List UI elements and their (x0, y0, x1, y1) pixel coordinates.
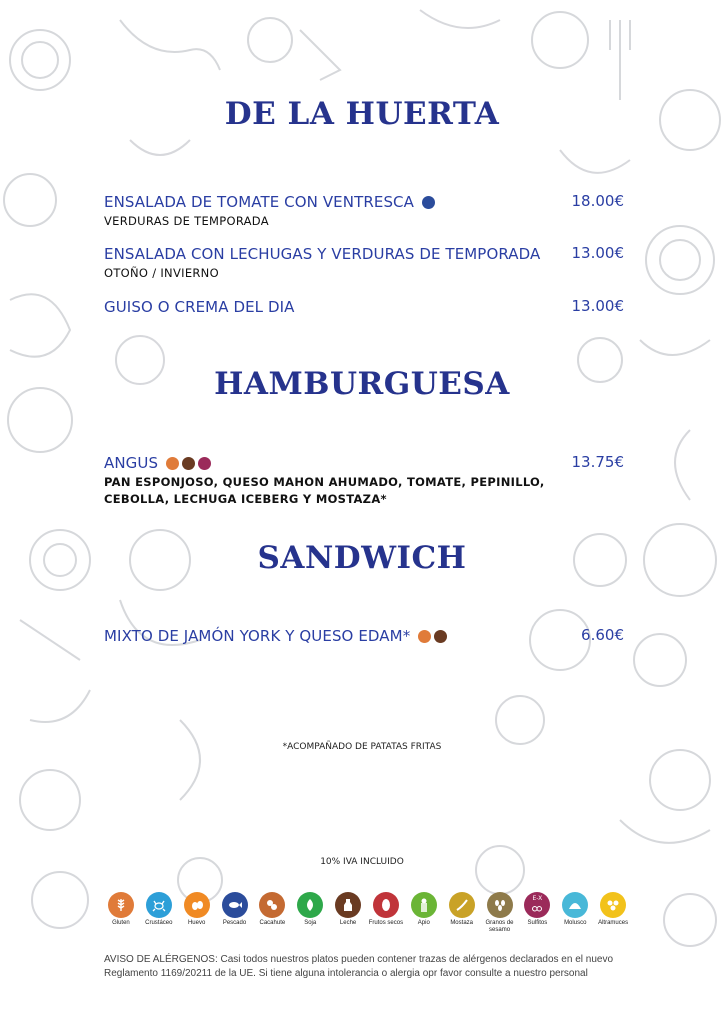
dish-description-line-1: PAN ESPONJOSO, QUESO MAHON AHUMADO, TOMATE, PEPINILLO, (104, 475, 545, 489)
peanut-icon (259, 892, 285, 918)
legend-sulfitos (518, 892, 556, 934)
mustard-icon (449, 892, 475, 918)
legend-label: Molusco (564, 920, 587, 926)
fish-icon (422, 196, 435, 209)
allergen-notice: AVISO DE ALÉRGENOS: Casi todos nuestros platos pueden contener trazas de alérgenos declarados en el nuevo Reglamento 1169/20211 de la UE. Si tiene alguna intolerancia o alergia opr favor consulte a nuestro personal (104, 954, 613, 979)
legend-pescado (216, 892, 254, 934)
dish-price: 13.00€ (571, 244, 624, 262)
legend-leche (329, 892, 367, 934)
dish-name: MIXTO DE JAMÓN YORK Y QUESO EDAM* (104, 627, 411, 645)
sulphite-icon (198, 457, 211, 470)
wheat-icon (166, 457, 179, 470)
wheat-icon (418, 630, 431, 643)
note-patatas: *ACOMPAÑADO DE PATATAS FRITAS (282, 742, 442, 752)
legend-mostaza (443, 892, 481, 934)
legend-label: Crustáceo (145, 920, 173, 926)
dish-price: 18.00€ (571, 192, 624, 210)
milk-icon (434, 630, 447, 643)
legend-apio (405, 892, 443, 934)
dish-price: 13.00€ (571, 297, 624, 315)
dish-ensalada-tomate (104, 192, 624, 230)
legend-altramuces (594, 892, 632, 934)
section-title-huerta: DE LA HUERTA (224, 96, 500, 132)
dish-description: VERDURAS DE TEMPORADA (104, 214, 269, 228)
sulphite-icon (524, 892, 550, 918)
dish-angus (104, 453, 624, 508)
section-title-hamburguesa: HAMBURGUESA (214, 366, 510, 402)
sulphite-badge: E-X (532, 895, 543, 902)
dish-description-line-2: CEBOLLA, LECHUGA ICEBERG Y MOSTAZA* (104, 492, 387, 506)
shell-icon (562, 892, 588, 918)
crab-icon (146, 892, 172, 918)
dish-name: ANGUS (104, 454, 159, 472)
nut-icon (373, 892, 399, 918)
legend-label: Gluten (112, 920, 130, 926)
dish-name: ENSALADA DE TOMATE CON VENTRESCA (104, 193, 414, 211)
dish-ensalada-lechugas (104, 244, 624, 282)
sesame-icon (487, 892, 513, 918)
soy-icon (297, 892, 323, 918)
section-title-sandwich: SANDWICH (257, 540, 467, 576)
legend-crustaceos (140, 892, 178, 934)
legend-label: Cacahute (259, 920, 286, 926)
legend-label: Soja (304, 920, 317, 926)
legend-cacahuete (253, 892, 291, 934)
allergen-legend (102, 892, 632, 934)
legend-huevo (178, 892, 216, 934)
legend-soja (291, 892, 329, 934)
lupin-icon (600, 892, 626, 918)
legend-label: Sulfitos (527, 920, 548, 926)
legend-label: Granos de sesamo (485, 920, 514, 933)
legend-label: Mostaza (450, 920, 473, 926)
fish-icon (222, 892, 248, 918)
dish-name: ENSALADA CON LECHUGAS Y VERDURAS DE TEMPORADA (104, 245, 541, 263)
dish-description: OTOÑO / INVIERNO (104, 266, 219, 280)
note-iva: 10% IVA INCLUIDO (320, 857, 404, 867)
legend-label: Leche (339, 920, 357, 926)
legend-label: Frutos secos (368, 920, 404, 926)
legend-label: Huevo (187, 920, 206, 926)
legend-gluten (102, 892, 140, 934)
dish-guiso (104, 297, 624, 317)
celery-icon (411, 892, 437, 918)
legend-label: Altramuces (598, 920, 629, 926)
dish-price: 13.75€ (571, 453, 624, 471)
legend-label: Apio (417, 920, 430, 926)
dish-name: GUISO O CREMA DEL DIA (104, 298, 295, 316)
dish-mixto (104, 626, 624, 646)
milk-icon (335, 892, 361, 918)
legend-frutos-secos (367, 892, 405, 934)
wheat-icon (108, 892, 134, 918)
legend-label: Pescado (222, 920, 247, 926)
milk-icon (182, 457, 195, 470)
legend-moluscos (556, 892, 594, 934)
legend-sesamo (481, 892, 519, 934)
egg-icon (184, 892, 210, 918)
dish-price: 6.60€ (581, 626, 624, 644)
